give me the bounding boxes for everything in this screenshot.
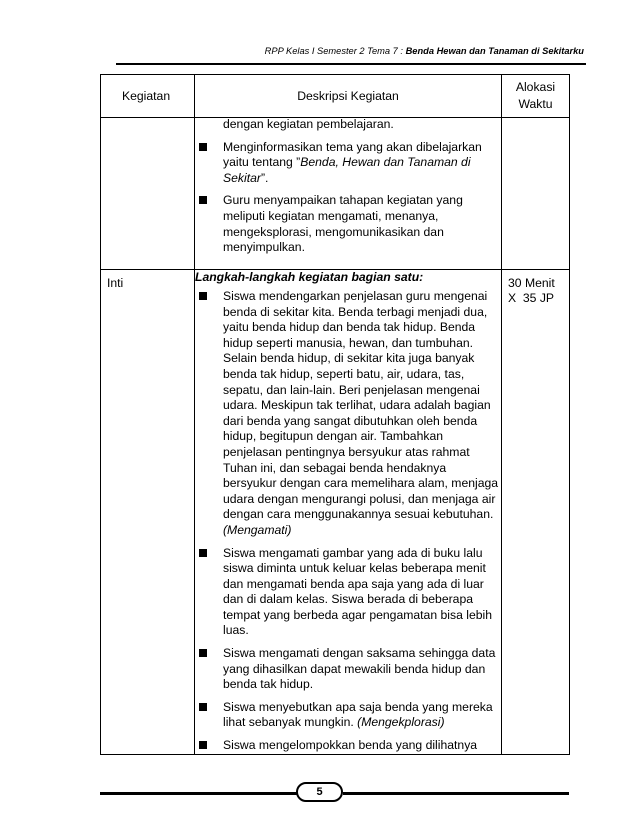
list-item-italic: (Mengekplorasi) bbox=[357, 715, 445, 730]
list-item-text: Siswa mengamati dengan saksama sehingga data yang dihasilkan dapat mewakili benda hidup dan benda tak hidup. bbox=[223, 646, 496, 692]
list-item bbox=[195, 289, 501, 539]
waktu-cell bbox=[502, 270, 570, 755]
list-item-text: Menginformasikan tema yang akan dibelajarkan yaitu tentang ” bbox=[223, 139, 482, 170]
table-row bbox=[101, 270, 570, 755]
activity-table bbox=[100, 74, 570, 755]
list-item bbox=[195, 646, 501, 693]
waktu-cell bbox=[502, 118, 570, 270]
list-item-text: Siswa mendengarkan penjelasan guru mengenai benda di sekitar kita. Benda terbagi menjadi dua, yaitu benda hidup dan benda tak hidup. Benda hidup seperti manusia, hewan, dan tumbuhan. Selain benda hidup, di sekitar kita juga banyak benda tak hidup, seperti batu, air, udara, tas, sepatu, dan lain-lain. Beri penjelasan mengenai udara. Meskipun tak terlihat, udara adalah bagian dari benda yang sangat dibutuhkan oleh benda hidup, begitupun dengan air. Tambahkan penjelasan pentingnya bersyukur atas rahmat Tuhan ini, dan sebagai benda hendaknya bersyukur dengan cara memelihara alam, menjaga udara dengan mengurangi polusi, dan menjaga air dengan cara menggunakannya sesuai kebutuhan. bbox=[223, 289, 499, 522]
list-item-suffix: ”. bbox=[260, 170, 269, 185]
waktu-line-2: X 35 JP bbox=[508, 291, 555, 305]
column-header-alokasi-text: Alokasi Waktu bbox=[515, 80, 556, 111]
footer-rule-left bbox=[100, 792, 300, 795]
list-item bbox=[195, 738, 501, 754]
column-header-kegiatan: Kegiatan bbox=[101, 75, 195, 118]
header-rule bbox=[116, 63, 586, 65]
column-header-alokasi bbox=[502, 75, 570, 118]
list-item-italic: Benda, Hewan dan Tanaman di Sekitar bbox=[223, 155, 471, 185]
list-item bbox=[195, 140, 501, 187]
header-text bbox=[265, 46, 584, 56]
page-number: 5 bbox=[316, 786, 323, 798]
list-item-text: Guru menyampaikan tahapan kegiatan yang meliputi kegiatan mengamati, menanya, mengeksplorasi, mengomunikasikan dan menyimpulkan. bbox=[223, 193, 463, 255]
list-item bbox=[195, 700, 501, 731]
bullet-square-icon bbox=[199, 741, 207, 749]
table-row bbox=[101, 118, 570, 270]
bullet-square-icon bbox=[199, 143, 207, 151]
bullet-square-icon bbox=[199, 292, 207, 300]
list-item-italic: (Mengamati) bbox=[223, 522, 292, 537]
list-item-text: Siswa mengelompokkan benda yang dilihatnya bbox=[223, 738, 478, 753]
bullet-square-icon bbox=[199, 649, 207, 657]
list-item-text: Siswa mengamati gambar yang ada di buku lalu siswa diminta untuk keluar kelas beberapa menit dan mengamati benda apa saja yang ada di luar dan di dalam kelas. Siswa berada di beberapa tempat yang berbeda agar pengamatan bisa lebih luas. bbox=[223, 545, 492, 638]
bullet-square-icon bbox=[199, 549, 207, 557]
deskripsi-cell bbox=[195, 118, 502, 270]
table-header-row bbox=[101, 75, 570, 118]
bullet-square-icon bbox=[199, 703, 207, 711]
waktu-line-1: 30 Menit bbox=[508, 276, 555, 290]
kegiatan-cell bbox=[101, 270, 195, 755]
kegiatan-inti: Inti bbox=[107, 276, 124, 290]
bullet-list bbox=[195, 289, 501, 754]
step-title: Langkah-langkah kegiatan bagian satu: bbox=[195, 270, 424, 284]
deskripsi-cell bbox=[195, 270, 502, 755]
header-theme: Benda Hewan dan Tanaman di Sekitarku bbox=[405, 46, 584, 56]
list-item bbox=[195, 193, 501, 255]
bullet-list bbox=[195, 140, 501, 256]
header-prefix: RPP Kelas I Semester 2 Tema 7 : bbox=[264, 46, 406, 56]
kegiatan-cell bbox=[101, 118, 195, 270]
list-item-text: Siswa menyebutkan apa saja benda yang mereka lihat sebanyak mungkin. bbox=[223, 699, 493, 730]
bullet-square-icon bbox=[199, 196, 207, 204]
continuation-text: dengan kegiatan pembelajaran. bbox=[223, 117, 394, 131]
list-item bbox=[195, 546, 501, 640]
page-number-badge bbox=[296, 782, 343, 802]
column-header-deskripsi: Deskripsi Kegiatan bbox=[195, 75, 502, 118]
footer-rule-right bbox=[343, 792, 569, 795]
